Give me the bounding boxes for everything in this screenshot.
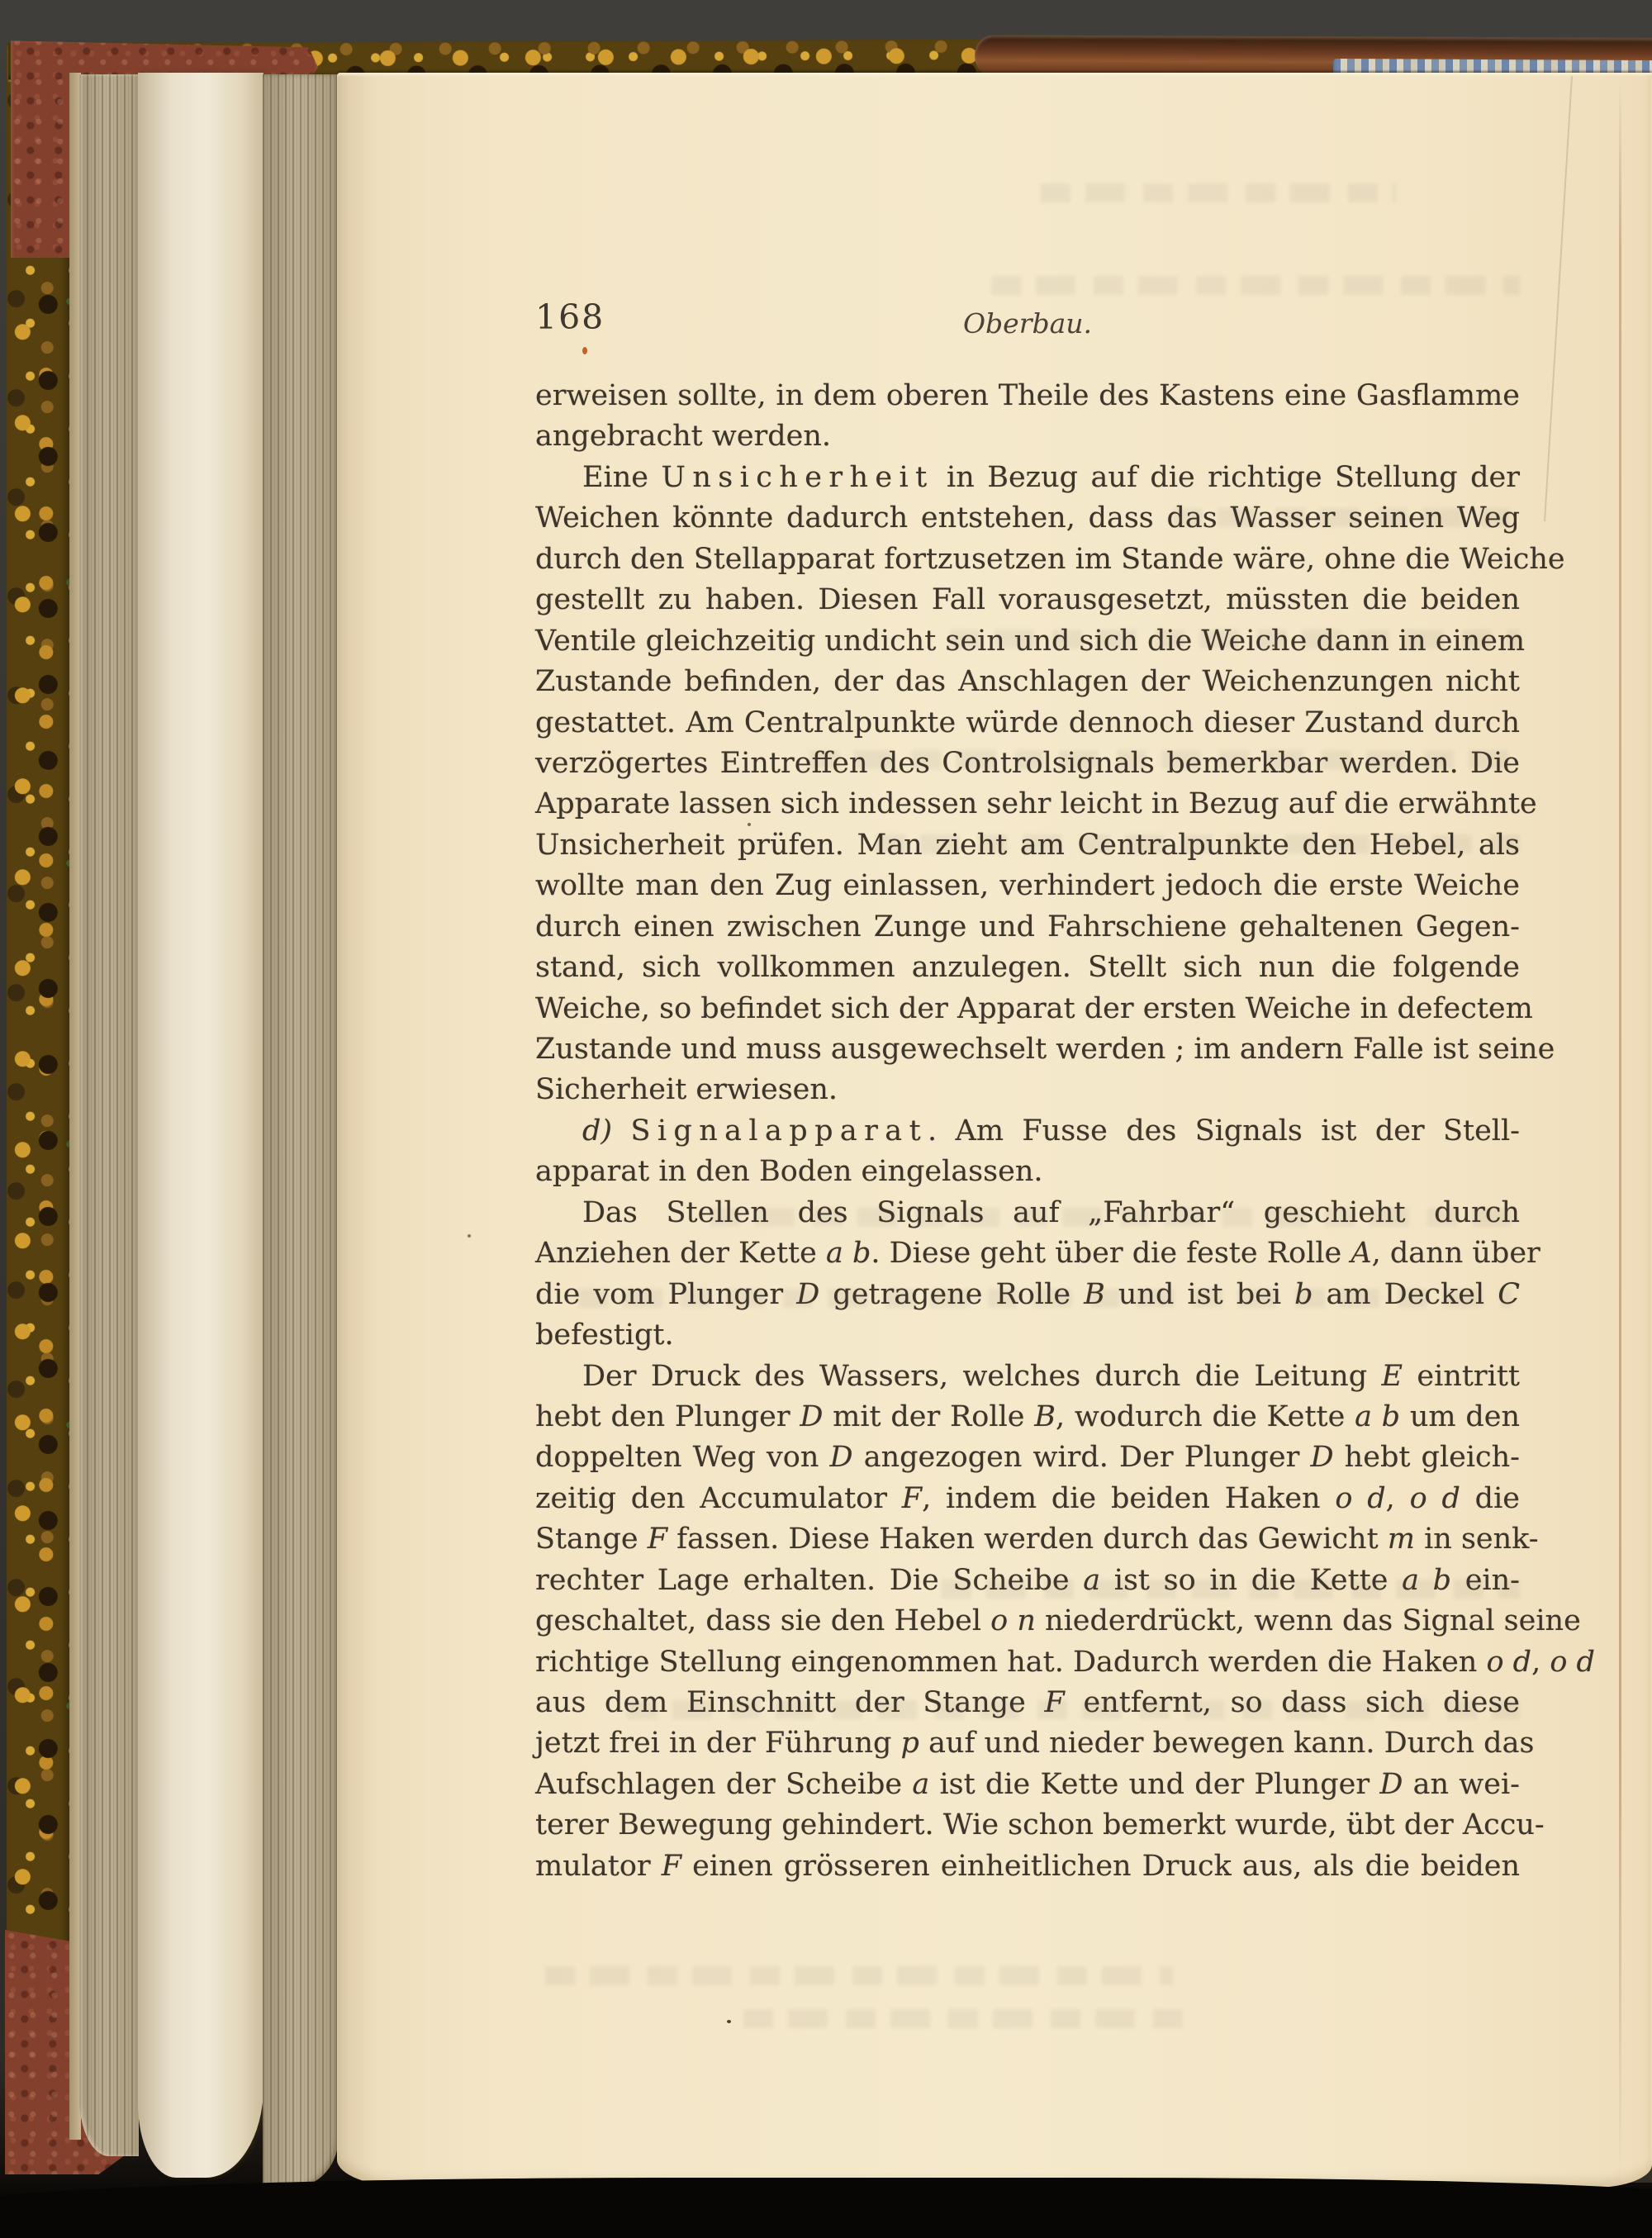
text-line: Zustande befinden, der das Anschlagen der Weichenzungen nicht xyxy=(535,665,1520,699)
text-line: angebracht werden. xyxy=(535,420,832,454)
text-line: Apparate lassen sich indessen sehr leicht in Bezug auf die erwähnte xyxy=(535,787,1537,821)
text-line: verzögertes Eintreffen des Controlsignals bemerkbar werden. Die xyxy=(535,746,1520,780)
text-line: hebt den Plunger D mit der Rolle B, wodurch die Kette a b um den xyxy=(535,1399,1520,1433)
text-line: doppelten Weg von D angezogen wird. Der Plunger D hebt gleich- xyxy=(535,1441,1521,1475)
text-line: Weiche, so befindet sich der Apparat der ersten Weiche in defectem xyxy=(535,991,1533,1025)
page-fore-edge-stack-inner xyxy=(263,74,339,2186)
text-line: Aufschlagen der Scheibe a ist die Kette und der Plunger D an wei- xyxy=(535,1767,1520,1801)
text-line: Das Stellen des Signals auf „Fahrbar“ geschieht durch xyxy=(582,1195,1520,1229)
text-line: gestattet. Am Centralpunkte würde dennoch dieser Zustand durch xyxy=(535,706,1520,739)
show-through-text xyxy=(743,2009,1189,2028)
show-through-text xyxy=(1041,183,1396,202)
text-line: Unsicherheit prüfen. Man zieht am Centralpunkte den Hebel, als xyxy=(535,828,1520,862)
text-line: wollte man den Zug einlassen, verhindert jedoch die erste Weiche xyxy=(535,869,1520,903)
text-line: geschaltet, dass sie den Hebel o n niederdrückt, wenn das Signal seine xyxy=(535,1604,1581,1638)
text-line: stand, sich vollkommen anzulegen. Stellt sich nun die folgende xyxy=(535,951,1520,985)
marbled-cover-edge-left xyxy=(7,43,73,2141)
text-line: richtige Stellung eingenommen hat. Dadurch werden die Haken o d, o d xyxy=(535,1645,1595,1679)
text-line: d) Signalapparat. Am Fusse des Signals ist der Stell- xyxy=(582,1114,1521,1148)
show-through-text xyxy=(991,276,1520,295)
text-line: Eine Unsicherheit in Bezug auf die richtige Stellung der xyxy=(582,460,1521,494)
page-number: 168 xyxy=(535,297,605,337)
body-text xyxy=(535,376,1595,1887)
text-line: aus dem Einschnitt der Stange F entfernt, so dass sich diese xyxy=(535,1686,1520,1719)
table-surface-shadow xyxy=(0,2178,1652,2238)
text-line: Sicherheit erwiesen. xyxy=(535,1073,838,1107)
dust-speck xyxy=(468,1234,471,1238)
text-line: Stange F fassen. Diese Haken werden durch das Gewicht m in senk- xyxy=(535,1523,1539,1556)
text-line: Zustande und muss ausgewechselt werden ; im andern Falle ist seine xyxy=(535,1033,1555,1066)
page-fold-crease xyxy=(1619,78,1621,2183)
text-line: gestellt zu haben. Diesen Fall vorausgesetzt, müssten die beiden xyxy=(535,583,1520,617)
text-line: jetzt frei in der Führung p auf und nieder bewegen kann. Durch das xyxy=(535,1727,1535,1760)
text-line: durch den Stellapparat fortzusetzen im Stande wäre, ohne die Weiche xyxy=(535,542,1565,576)
page-fold-tint xyxy=(1621,76,1652,2183)
text-line: apparat in den Boden eingelassen. xyxy=(535,1155,1043,1189)
text-line: Weichen könnte dadurch entstehen, dass das Wasser seinen Weg xyxy=(535,501,1520,535)
text-line: Anziehen der Kette a b. Diese geht über die feste Rolle A, dann über xyxy=(535,1237,1540,1271)
text-line: die vom Plunger D getragene Rolle B und ist bei b am Deckel C xyxy=(535,1277,1520,1311)
show-through-text xyxy=(545,1966,1173,1985)
dust-speck xyxy=(727,2020,731,2023)
text-line: erweisen sollte, in dem oberen Theile des Kastens eine Gasflamme xyxy=(535,379,1520,412)
lifted-page-edge xyxy=(138,73,263,2178)
text-line: zeitig den Accumulator F, indem die beiden Haken o d, o d die xyxy=(535,1481,1520,1515)
text-line: mulator F einen grösseren einheitlichen Druck aus, als die beiden xyxy=(535,1849,1520,1883)
running-title: Oberbau. xyxy=(962,307,1093,340)
text-line: durch einen zwischen Zunge und Fahrschiene gehaltenen Gegen- xyxy=(535,910,1520,943)
page-fore-edge-stack-outer xyxy=(79,74,139,2156)
text-line: Ventile gleichzeitig undicht sein und sich die Weiche dann in einem xyxy=(535,624,1526,658)
foxing-speck xyxy=(582,347,587,354)
text-line: befestigt. xyxy=(535,1319,674,1352)
text-line: Der Druck des Wassers, welches durch die Leitung E eintritt xyxy=(582,1359,1520,1393)
text-line: terer Bewegung gehindert. Wie schon bemerkt wurde, übt der Accu- xyxy=(535,1808,1545,1842)
text-line: rechter Lage erhalten. Die Scheibe a ist so in die Kette a b ein- xyxy=(535,1563,1520,1597)
